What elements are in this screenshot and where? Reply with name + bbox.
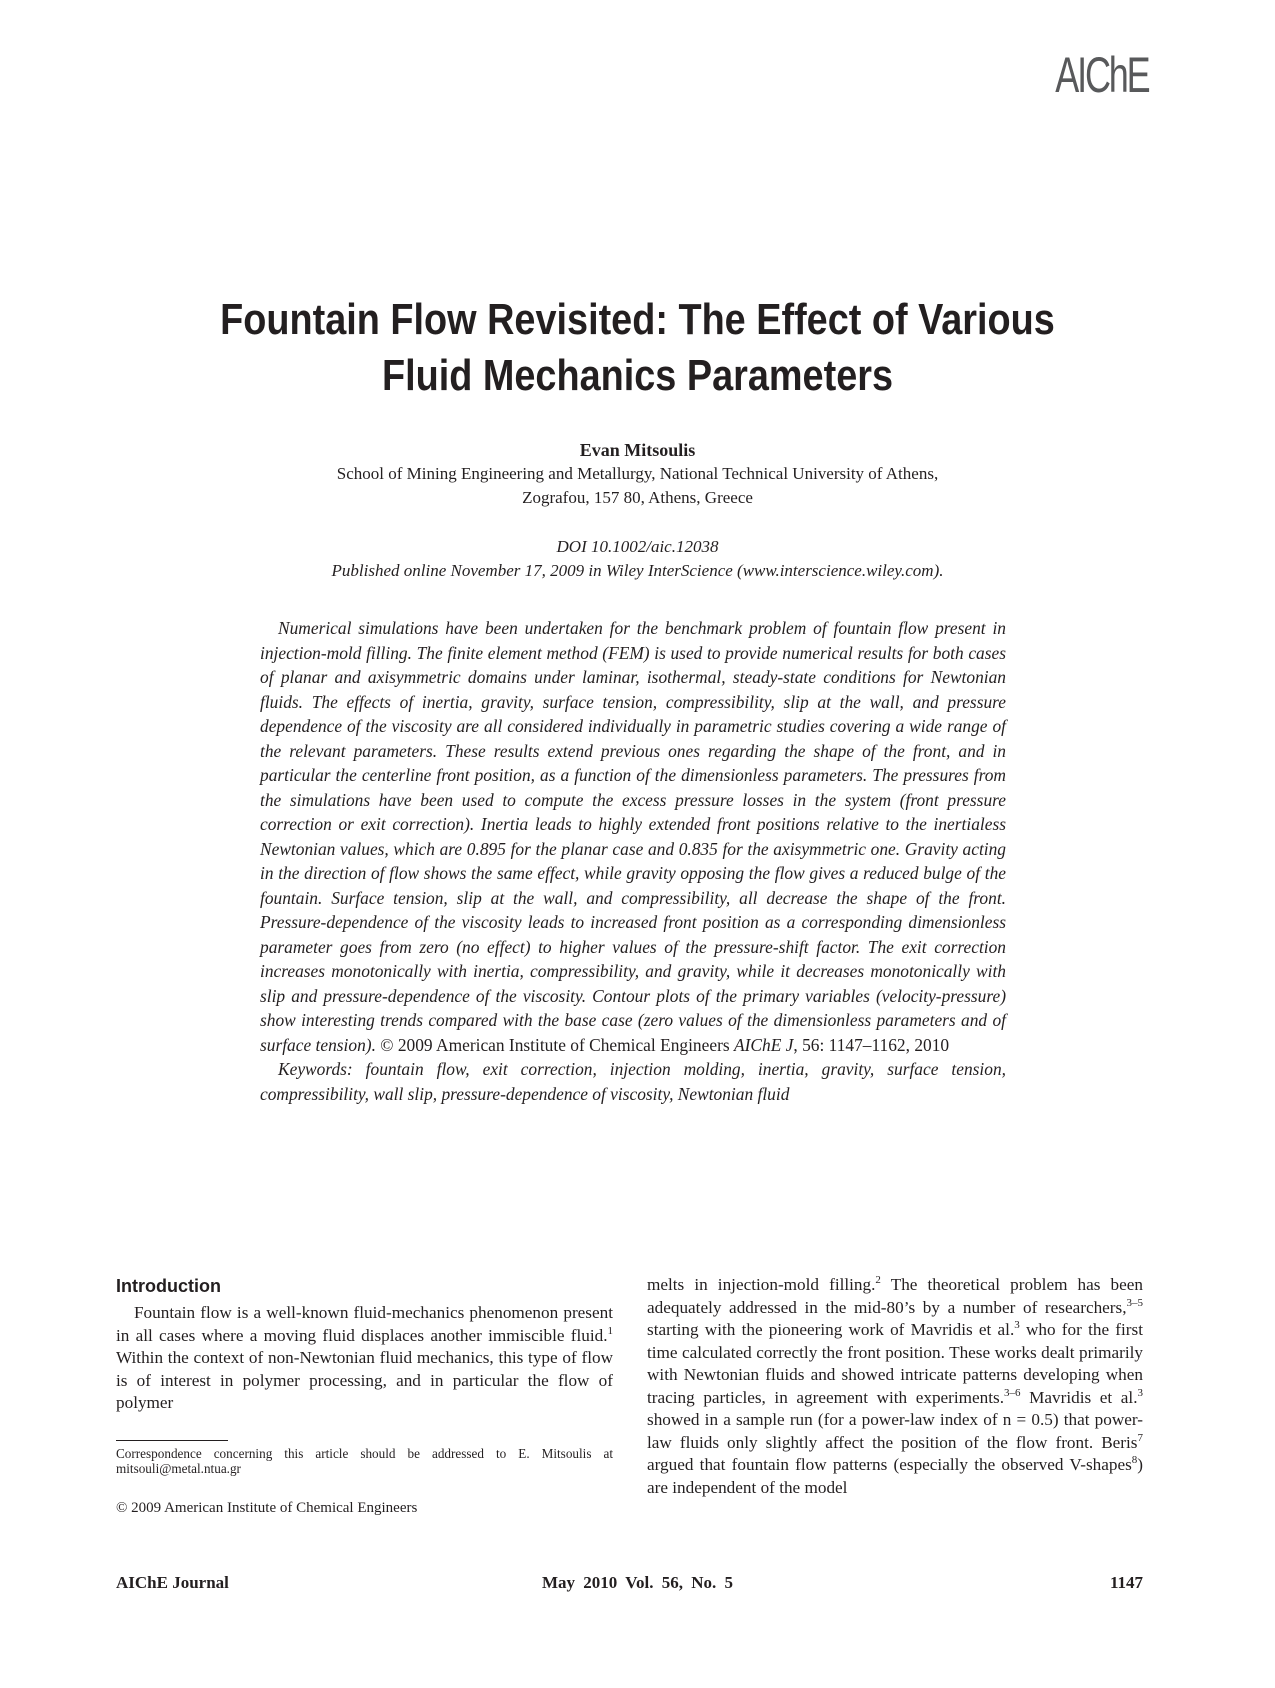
copyright-notice: © 2009 American Institute of Chemical Engineers: [116, 1500, 418, 1516]
citation-ref[interactable]: 7: [1137, 1431, 1143, 1444]
doi[interactable]: DOI 10.1002/aic.12038: [556, 537, 719, 556]
citation-ref[interactable]: 3: [1137, 1386, 1143, 1399]
body-paragraph: Fountain flow is a well-known fluid-mechanics phenomenon present in all cases where a moving fluid displaces another immiscible fluid.$^1$ Within the context of non-Newtonian fluid mechanics, this type of flow is of interest in polymer processing, and in particular the flow of polymer: [116, 1303, 613, 1412]
page-number: 1147: [1109, 1573, 1143, 1592]
footer-journal: AIChE Journal: [116, 1573, 229, 1592]
body-paragraph: melts in injection-mold filling.$^2$ The theoretical problem has been adequately addressed in the mid-80’s by a number of researchers,$^{3-5}$ starting with the pioneering work of Mavridis et al.$^3$ who for the first time calculated correctly the front position. These works dealt primarily with Newtonian fluids and showed intricate patterns developing when tracing particles, in agreement with experiments.$^{3-6}$ Mavridis et al.$^3$ showed in a sample run (for a power-law index of n = 0.5) that power-law fluids only slightly affect the position of the flow front. Beris$^7$ argued that fountain flow patterns (especially the observed V-shapes$^8$) are independent of the model: [647, 1274, 1143, 1497]
title-line: Fountain Flow Revisited: The Effect of Various: [220, 295, 1055, 344]
section-heading: Introduction: [116, 1276, 221, 1296]
abstract: [260, 616, 1006, 1106]
citation-ref[interactable]: 1: [607, 1324, 613, 1337]
citation-ref[interactable]: 8: [1131, 1454, 1138, 1466]
abstract-paragraph: [260, 616, 1006, 1057]
title-line: Fluid Mechanics Parameters: [381, 351, 894, 400]
author-name: Evan Mitsoulis: [579, 440, 696, 460]
published-online: Published online November 17, 2009 in Wiley InterScience (www.interscience.wiley.com).: [331, 561, 944, 580]
citation-ref[interactable]: 3: [1014, 1319, 1020, 1331]
journal-abbrev: AIChE J: [733, 1034, 794, 1055]
publication-info: [0, 535, 1275, 583]
affiliation: [0, 462, 1275, 510]
affiliation-line: School of Mining Engineering and Metallurgy, National Technical University of Athens,: [336, 464, 939, 483]
footnote-divider: [116, 1440, 228, 1441]
citation-ref[interactable]: 3–6: [1004, 1386, 1021, 1399]
left-column: [116, 1274, 613, 1415]
abstract-text: Numerical simulations have been undertaken for the benchmark problem of fountain flow present in injection-mold filling. The finite element method (FEM) is used to provide numerical results for both cases of planar and axisymmetric domains under laminar, isothermal, steady-state conditions for Newtonian fluids. The effects of inertia, gravity, surface tension, compressibility, slip at the wall, and pressure dependence of the viscosity are all considered individually in parametric studies covering a wide range of the relevant parameters. These results extend previous ones regarding the shape of the front, and in particular the centerline front position, as a function of the dimensionless parameters. The pressures from the simulations have been used to compute the excess pressure losses in the system (front pressure correction or exit correction). Inertia leads to highly extended front positions relative to the inertialess Newtonian values, which are 0.895 for the planar case and 0.835 for the axisymmetric one. Gravity acting in the direction of flow shows the same effect, while gravity opposing the flow gives a reduced bulge of the fountain. Surface tension, slip at the wall, and compressibility, all decrease the shape of the front. Pressure-dependence of the viscosity leads to increased front position as a corresponding dimensionless parameter goes from zero (no effect) to higher values of the pressure-shift factor. The exit correction increases monotonically with inertia, compressibility, and gravity, while it decreases monotonically with slip and pressure-dependence of the viscosity. Contour plots of the primary variables (velocity-pressure) show interesting trends compared with the base case (zero values of the dimensionless parameters and of surface tension).: [260, 618, 1006, 1055]
correspondence-footnote: Correspondence concerning this article should be addressed to E. Mitsoulis at mitsouli@metal.ntua.gr: [116, 1446, 613, 1476]
right-column: [647, 1274, 1143, 1499]
article-title: [175, 292, 1100, 404]
abstract-copyright: © 2009 American Institute of Chemical Engineers: [380, 1034, 730, 1055]
citation-ref[interactable]: 2: [875, 1274, 881, 1286]
citation-ref[interactable]: 3–5: [1126, 1296, 1143, 1309]
aiche-logo: AIChE: [1055, 47, 1149, 103]
citation: , 56: 1147–1162, 2010: [793, 1034, 950, 1055]
footer-issue: May 2010 Vol. 56, No. 5: [542, 1573, 733, 1592]
affiliation-line: Zografou, 157 80, Athens, Greece: [522, 488, 753, 507]
keywords: Keywords: fountain flow, exit correction, injection molding, inertia, gravity, surface tension, compressibility, wall slip, pressure-dependence of viscosity, Newtonian fluid: [260, 1059, 1006, 1104]
